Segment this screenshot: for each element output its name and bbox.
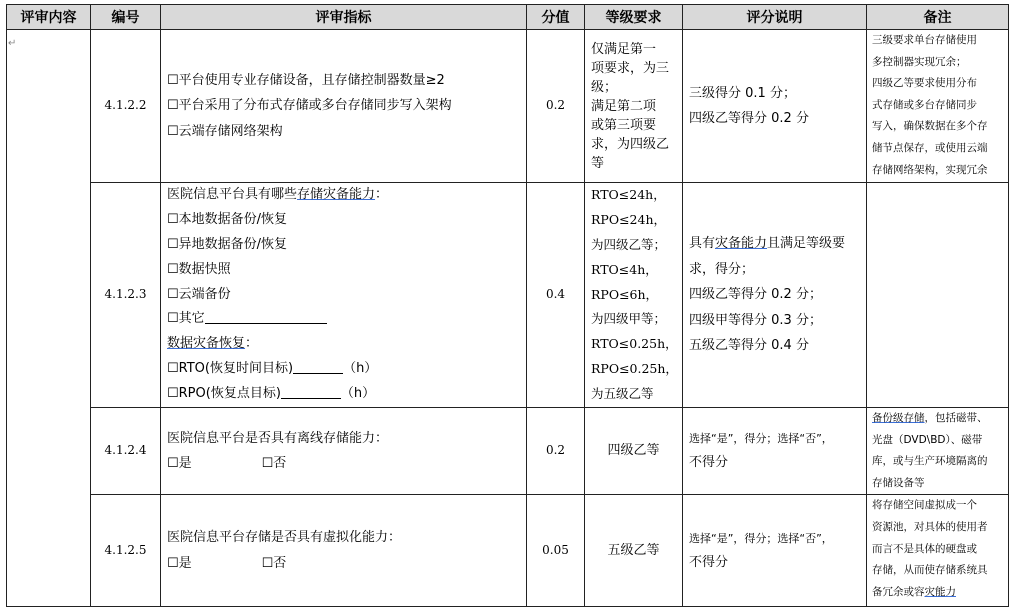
- row-number: 4.1.2.2: [91, 30, 161, 183]
- row-number: 4.1.2.3: [91, 183, 161, 408]
- remarks-cell: 将存储空间虚拟成一个 资源池，对具体的使用者 而言不是具体的硬盘或 存储，从而使存储系统具 备冗余或容灾能力: [867, 495, 1009, 607]
- row-number: 4.1.2.4: [91, 408, 161, 495]
- indicator-option: ☐异地数据备份/恢复: [167, 237, 288, 252]
- yes-option[interactable]: ☐是: [167, 456, 192, 472]
- indicator-question: 医院信息平台存储是否具有虚拟化能力：: [167, 530, 402, 546]
- indicator-question: 医院信息平台具有哪些存储灾备能力：: [167, 187, 389, 203]
- evaluation-table: [6, 4, 1009, 607]
- remarks-cell: 备份级存储，包括磁带、 光盘（DVD\BD）、磁带 库，或与生产环境隔离的 存储设备等: [867, 408, 1009, 495]
- header-remarks: 备注: [867, 5, 1009, 30]
- header-scoring-notes: 评分说明: [683, 5, 867, 30]
- header-review-content: 评审内容: [7, 5, 91, 30]
- header-number: 编号: [91, 5, 161, 30]
- other-blank-field: [205, 309, 327, 324]
- indicator-option: ☐云端存储网络架构: [167, 123, 283, 139]
- indicator-subtitle: 数据灾备恢复：: [167, 336, 259, 352]
- header-indicator: 评审指标: [161, 5, 527, 30]
- indicator-option: ☐本地数据备份/恢复: [167, 212, 288, 228]
- indicator-option: ☐平台采用了分布式存储或多台存储同步写入架构: [167, 98, 452, 114]
- table-row: [7, 183, 1009, 408]
- level-cell: 五级乙等: [585, 495, 683, 607]
- rto-blank: [293, 359, 343, 374]
- indicator-option: ☐云端备份: [167, 286, 231, 302]
- paragraph-mark-icon: ↵: [8, 38, 17, 49]
- table-row: [7, 408, 1009, 495]
- no-option[interactable]: ☐否: [261, 456, 287, 472]
- indicator-option-other: ☐其它: [167, 307, 526, 332]
- indicator-question: 医院信息平台是否具有离线存储能力：: [167, 430, 389, 446]
- score-cell: 0.05: [527, 495, 585, 607]
- level-cell: RTO≤24h， RPO≤24h， 为四级乙等； RTO≤4h， RPO≤6h， 为四级甲等； RTO≤0.25h， RPO≤0.25h， 为五级乙等: [585, 183, 683, 408]
- header-level: 等级要求: [585, 5, 683, 30]
- indicator-cell: [161, 408, 527, 495]
- scoring-notes-cell: 选择“是”，得分；选择“否”， 不得分: [683, 495, 867, 607]
- table-row: [7, 30, 1009, 183]
- review-content-cell: [7, 30, 91, 607]
- level-cell: 仅满足第一 项要求，为三 级； 满足第二项 或第三项要 求，为四级乙 等: [585, 30, 683, 183]
- score-cell: 0.2: [527, 30, 585, 183]
- remarks-cell: [867, 183, 1009, 408]
- header-row: [7, 5, 1009, 30]
- row-number: 4.1.2.5: [91, 495, 161, 607]
- scoring-notes-cell: 三级得分 0.1 分； 四级乙等得分 0.2 分: [683, 30, 867, 183]
- remarks-cell: 三级要求单台存储使用 多控制器实现冗余； 四级乙等要求使用分布 式存储或多台存储同步 写入，确保数据在多个存 储节点保存，或使用云端 存储网络架构，实现冗余: [867, 30, 1009, 183]
- yes-option[interactable]: ☐是: [167, 555, 192, 571]
- indicator-option: ☐平台使用专业存储设备，且存储控制器数量≥2: [167, 72, 445, 88]
- score-cell: 0.4: [527, 183, 585, 408]
- indicator-cell: [161, 30, 527, 183]
- rpo-field: ☐RPO(恢复点目标) （h）: [167, 385, 376, 401]
- no-option[interactable]: ☐否: [261, 555, 287, 571]
- scoring-notes-cell: 具有灾备能力且满足等级要 求，得分； 四级乙等得分 0.2 分； 四级甲等得分 0.3 分； 五级乙等得分 0.4 分: [683, 183, 867, 408]
- rto-field: ☐RTO(恢复时间目标) （h）: [167, 360, 378, 376]
- level-cell: 四级乙等: [585, 408, 683, 495]
- score-cell: 0.2: [527, 408, 585, 495]
- indicator-cell: [161, 495, 527, 607]
- indicator-cell: [161, 183, 527, 408]
- header-score: 分值: [527, 5, 585, 30]
- indicator-option: ☐数据快照: [167, 261, 231, 277]
- scoring-notes-cell: 选择“是”，得分；选择“否”， 不得分: [683, 408, 867, 495]
- rpo-blank: [281, 384, 341, 399]
- table-row: [7, 495, 1009, 607]
